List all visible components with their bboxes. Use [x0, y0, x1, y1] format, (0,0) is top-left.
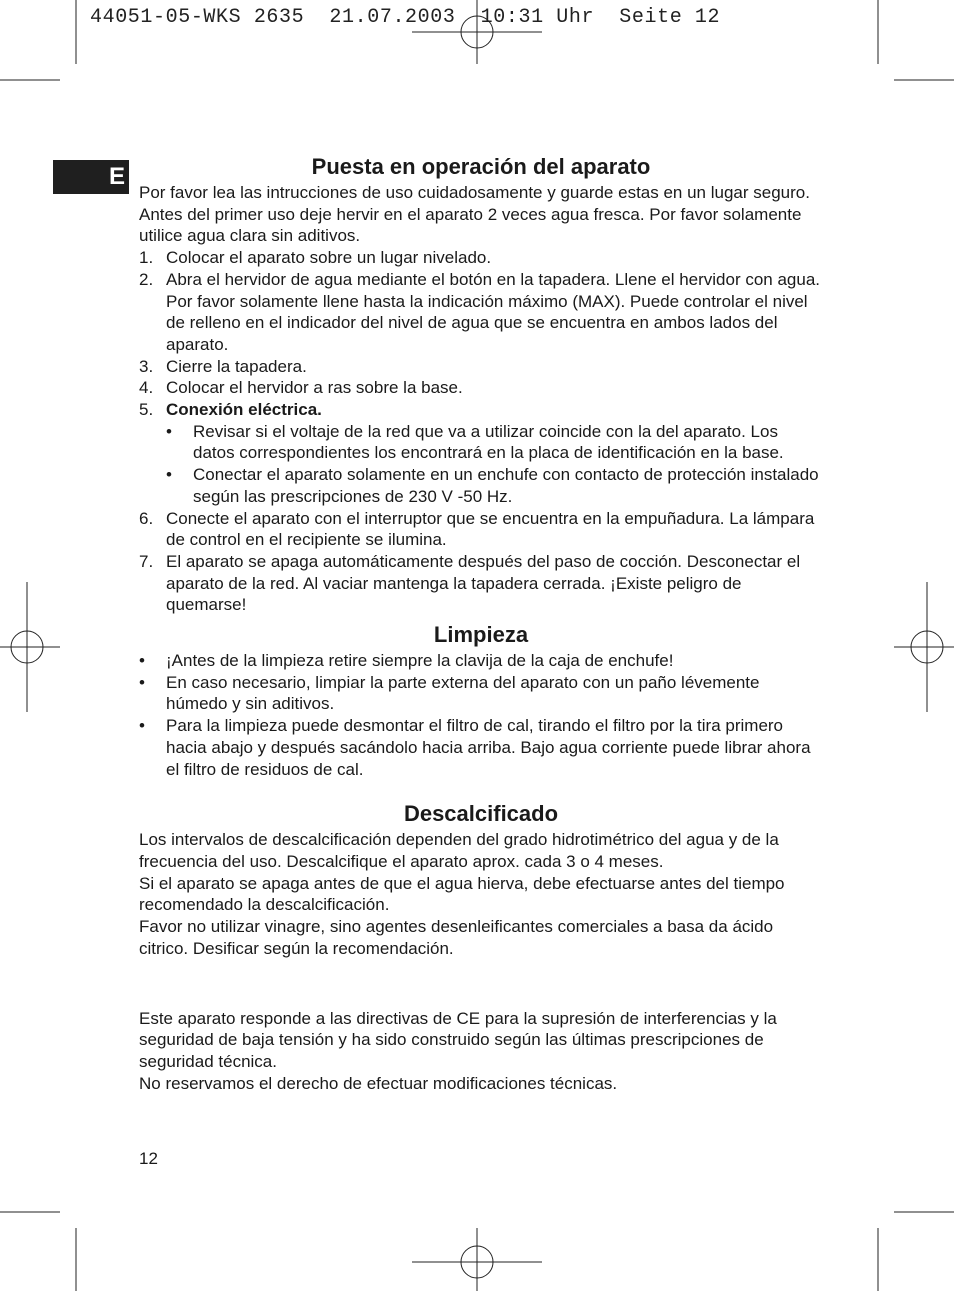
electrical-bullets [166, 421, 823, 508]
step-number: 2. [139, 269, 154, 289]
bullet-glyph: • [166, 421, 172, 441]
ce-paragraph: Este aparato responde a las directivas de CE para la supresión de interferencias y la seguridad de baja tensión y ha sido construido según las últimas prescripciones de seguridad técnica. [139, 1008, 777, 1071]
descaling-paragraph-2: Si el aparato se apaga antes de que el agua hierva, debe efectuarse antes del tiempo recomendado la descalcificación. [139, 873, 785, 915]
step-number: 7. [139, 551, 154, 571]
list-item [139, 508, 823, 551]
step-number: 4. [139, 378, 154, 398]
list-item [139, 650, 823, 672]
section-title-limpieza: Limpieza [433, 622, 529, 648]
bullet-glyph: • [139, 716, 145, 736]
intro-paragraph: Por favor lea las intrucciones de uso cuidadosamente y guarde estas en un lugar seguro. Antes del primer uso deje hervir en el aparato 2 veces agua fresca. Por favor solamente utilice agua clara sin aditivos. [139, 183, 810, 246]
list-item [166, 464, 823, 507]
step-number: 1. [139, 248, 154, 268]
step-number: 3. [139, 356, 154, 376]
descaling-paragraph-1: Los intervalos de descalcificación dependen del grado hidrotimétrico del agua y de la frecuencia del uso. Descalcifique el aparato aprox. cada 3 o 4 meses. [139, 830, 779, 871]
list-item [139, 269, 823, 356]
list-item [139, 247, 823, 269]
list-item [139, 421, 823, 508]
list-item [139, 356, 823, 378]
page-content [139, 152, 823, 1094]
step-text: Conecte el aparato con el interruptor que se encuentra en la empuñadura. La lámpara de control en el recipiente se ilumina. [166, 508, 815, 550]
bullet-glyph: • [139, 672, 145, 692]
list-item [139, 672, 823, 715]
step-text: Colocar el aparato sobre un lugar nivelado. [166, 248, 492, 268]
bullet-text: Revisar si el voltaje de la red que va a utilizar coincide con la del aparato. Los datos correspondientes los encontrará en la placa de identificación en la base. [193, 421, 784, 463]
bullet-text: Para la limpieza puede desmontar el filtro de cal, tirando el filtro por la tira primero hacia abajo y después sacándolo hacia arriba. Bajo agua corriente puede librar ahora el filtro de residuos de cal. [166, 716, 811, 779]
bullet-text: Conectar el aparato solamente en un enchufe con contacto de protección instalado según las prescripciones de 230 V -50 Hz. [193, 465, 819, 506]
print-slug: 44051-05-WKS 2635 21.07.2003 10:31 Uhr Seite 12 [90, 6, 721, 29]
list-item [139, 399, 823, 421]
step-text: Abra el hervidor de agua mediante el botón en la tapadera. Llene el hervidor con agua. Por favor solamente llene hasta la indicación máximo (MAX). Puede controlar el nivel de relleno en el indicador del nivel de agua que se encuentra en ambos lados del aparato. [166, 269, 821, 354]
descaling-paragraph-3: Favor no utilizar vinagre, sino agentes desenleificantes comerciales a basa da ácido citrico. Desificar según la recomendación. [139, 917, 774, 958]
step-number: 6. [139, 508, 154, 528]
list-item [139, 715, 823, 780]
step-text: Colocar el hervidor a ras sobre la base. [166, 378, 463, 398]
bullet-text: En caso necesario, limpiar la parte externa del aparato con un paño lévemente húmedo y sin aditivos. [166, 672, 760, 714]
bullet-text: ¡Antes de la limpieza retire siempre la clavija de la caja de enchufe! [166, 651, 674, 671]
step-number: 5. [139, 400, 154, 420]
language-tab: E [53, 160, 129, 194]
bullet-glyph: • [166, 465, 172, 485]
list-item [166, 421, 823, 464]
section-title-puesta: Puesta en operación del aparato [311, 154, 651, 179]
list-item [139, 377, 823, 399]
steps-list [139, 247, 823, 616]
section-title-descalcificado: Descalcificado [403, 801, 559, 827]
modifications-note: No reservamos el derecho de efectuar modificaciones técnicas. [139, 1073, 618, 1093]
step-text: El aparato se apaga automáticamente después del paso de cocción. Desconectar el aparato de la red. Al vaciar mantenga la tapadera cerrada. ¡Existe peligro de quemarse! [166, 551, 801, 615]
step-text: Conexión eléctrica. [166, 400, 322, 420]
step-text: Cierre la tapadera. [166, 356, 307, 376]
list-item [139, 551, 823, 616]
cleaning-list [139, 650, 823, 780]
bullet-glyph: • [139, 651, 145, 671]
page-number: 12 [139, 1149, 158, 1168]
